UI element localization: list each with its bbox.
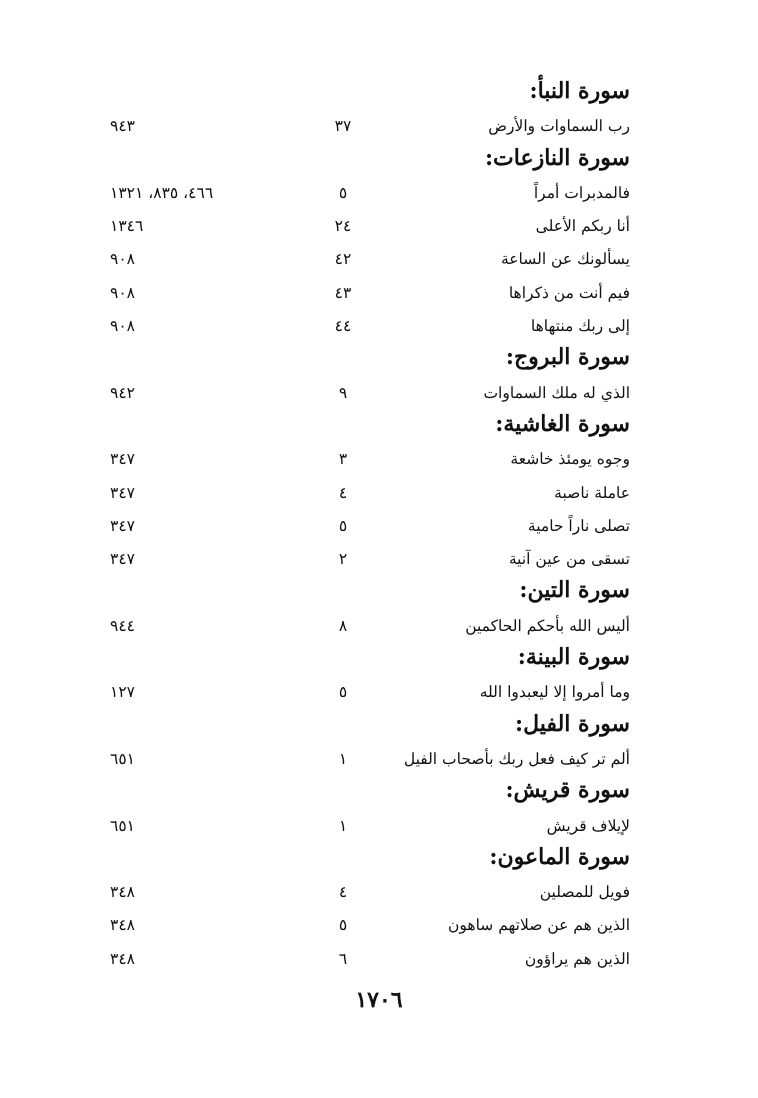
ayah-number: ٤٢	[334, 250, 352, 269]
surah-title: سورة البروج:	[505, 344, 630, 371]
verse-text: الذي له ملك السماوات	[483, 383, 630, 402]
verse-text: إلى ربك منتهاها	[530, 317, 630, 336]
page-references: ١٢٧	[110, 683, 135, 702]
ayah-number: ٥	[338, 183, 348, 202]
surah-heading	[120, 76, 638, 109]
verse-text: الذين هم يراؤون	[524, 949, 630, 968]
ayah-number: ٥	[338, 916, 348, 935]
surah-title: سورة الفيل:	[515, 710, 630, 737]
ayah-number: ١	[338, 749, 348, 768]
surah-heading	[120, 709, 638, 742]
surah-heading	[120, 775, 638, 808]
verse-text: لإيلاف قريش	[546, 816, 630, 835]
surah-title: سورة الغاشية:	[495, 410, 630, 437]
verse-entry	[110, 908, 638, 941]
surah-title: سورة التين:	[519, 577, 630, 604]
verse-entry	[110, 609, 638, 642]
page-references: ٣٤٨	[110, 883, 135, 902]
verse-entry	[110, 309, 638, 342]
verse-text: يسألونك عن الساعة	[500, 250, 630, 269]
ayah-number: ٤	[338, 883, 348, 902]
ayah-number: ٨	[338, 616, 348, 635]
ayah-number: ٢٤	[334, 217, 352, 236]
ayah-number: ٣٧	[334, 117, 352, 136]
verse-entry	[110, 242, 638, 275]
verse-entry	[110, 742, 638, 775]
verse-text: فيم أنت من ذكراها	[508, 283, 630, 302]
ayah-number: ١	[338, 816, 348, 835]
surah-heading	[120, 642, 638, 675]
page-number: ١٧٠٦	[355, 987, 403, 1013]
verse-text: تصلى ناراً حامية	[527, 516, 630, 535]
page-references: ٩٤٣	[110, 117, 135, 136]
page-references: ٩٤٤	[110, 616, 135, 635]
ayah-number: ٦	[338, 949, 348, 968]
verse-text: فالمدبرات أمراً	[533, 183, 630, 202]
page-references: ٩٤٢	[110, 383, 135, 402]
page-references: ٤٦٦، ٨٣٥، ١٣٢١	[110, 183, 214, 202]
ayah-number: ٤٣	[334, 283, 352, 302]
surah-title: سورة الماعون:	[489, 843, 630, 870]
page-references: ٩٠٨	[110, 317, 135, 336]
verse-entry	[110, 875, 638, 908]
verse-text: أنا ربكم الأعلى	[535, 217, 630, 236]
verse-text: رب السماوات والأرض	[488, 117, 630, 136]
ayah-number: ٤	[338, 483, 348, 502]
verse-text: فويل للمصلين	[539, 883, 630, 902]
page-references: ٣٤٧	[110, 483, 135, 502]
verse-entry	[110, 376, 638, 409]
surah-title: سورة البينة:	[517, 644, 630, 671]
page-references: ٩٠٨	[110, 250, 135, 269]
verse-entry	[110, 209, 638, 242]
verse-entry	[110, 809, 638, 842]
page-references: ٩٠٨	[110, 283, 135, 302]
verse-entry	[110, 476, 638, 509]
page-references: ٣٤٧	[110, 550, 135, 569]
verse-entry	[110, 109, 638, 142]
surah-heading	[120, 575, 638, 608]
surah-heading	[120, 342, 638, 375]
page-references: ٣٤٧	[110, 450, 135, 469]
page-references: ٣٤٧	[110, 516, 135, 535]
verse-text: وجوه يومئذ خاشعة	[510, 450, 630, 469]
verse-entry	[110, 675, 638, 708]
surah-heading	[120, 409, 638, 442]
verse-entry	[110, 442, 638, 475]
page-references: ٣٤٨	[110, 949, 135, 968]
verse-text: الذين هم عن صلاتهم ساهون	[448, 916, 630, 935]
verse-entry	[110, 509, 638, 542]
verse-text: عاملة ناصبة	[554, 483, 630, 502]
verse-text: تسقى من عين آنية	[508, 550, 630, 569]
ayah-number: ٥	[338, 683, 348, 702]
verse-entry	[110, 542, 638, 575]
verse-text: ألم تر كيف فعل ربك بأصحاب الفيل	[403, 749, 630, 768]
page-references: ٦٥١	[110, 749, 135, 768]
verse-text: وما أمروا إلا ليعبدوا الله	[479, 683, 630, 702]
page-references: ١٣٤٦	[110, 217, 144, 236]
ayah-number: ٩	[338, 383, 348, 402]
verse-entry	[110, 276, 638, 309]
verse-entry	[110, 176, 638, 209]
page-references: ٣٤٨	[110, 916, 135, 935]
verse-entry	[110, 942, 638, 975]
verse-text: أليس الله بأحكم الحاكمين	[465, 616, 630, 635]
ayah-number: ٣	[338, 450, 348, 469]
quran-verse-index	[110, 76, 638, 975]
surah-title: سورة النبأ:	[529, 78, 630, 104]
surah-heading	[120, 842, 638, 875]
page-references: ٦٥١	[110, 816, 135, 835]
ayah-number: ٤٤	[334, 317, 352, 336]
surah-title: سورة النازعات:	[484, 144, 630, 171]
surah-heading	[120, 143, 638, 176]
ayah-number: ٥	[338, 516, 348, 535]
surah-title: سورة قريش:	[505, 777, 630, 804]
ayah-number: ٢	[338, 550, 348, 569]
